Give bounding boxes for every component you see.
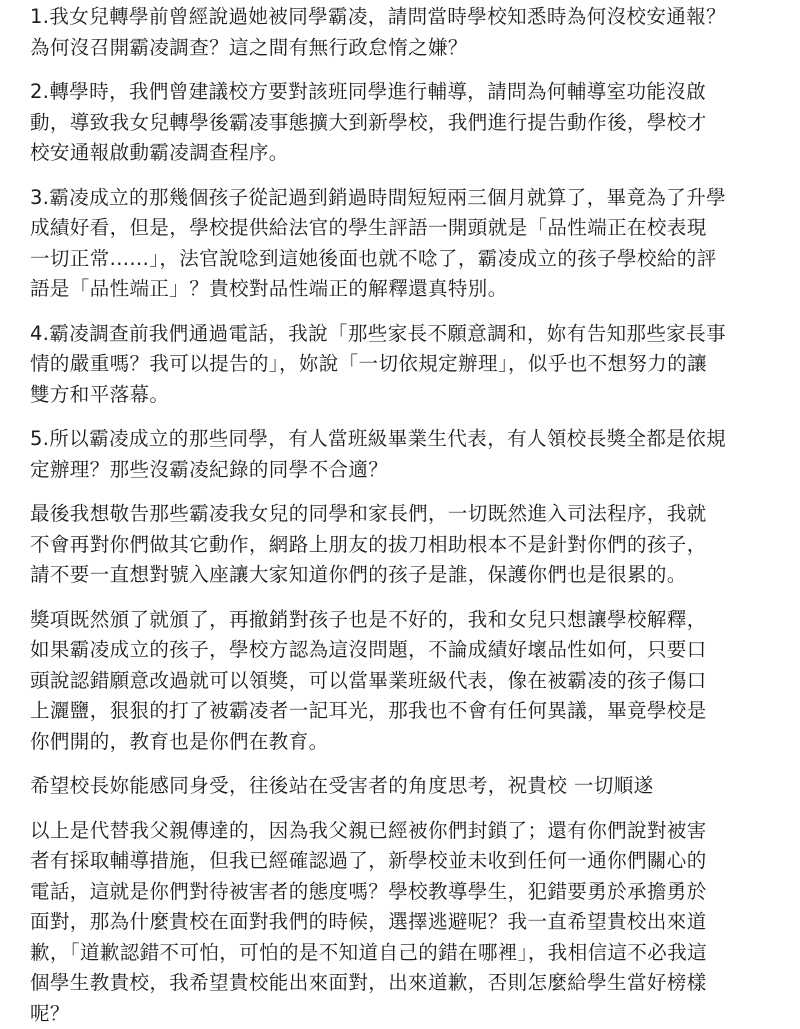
text-line: 呢？ — [30, 999, 790, 1029]
text-line: 語是「品性端正」？貴校對品性端正的解釋還真特別。 — [30, 274, 790, 305]
text-line: 獎項既然頒了就頒了，再撤銷對孩子也是不好的，我和女兒只想讓學校解釋， — [30, 605, 790, 636]
text-line: 面對，那為什麼貴校在面對我們的時候，選擇逃避呢？我一直希望貴校出來道 — [30, 907, 790, 938]
text-line: 歉，「道歉認錯不可怕，可怕的是不知道自己的錯在哪裡」，我相信這不必我這 — [30, 938, 790, 969]
text-line: 2.轉學時，我們曾建議校方要對該班同學進行輔導，請問為何輔導室功能沒啟 — [30, 77, 790, 108]
text-line: 為何沒召開霸凌調查？這之間有無行政怠惰之嫌？ — [30, 33, 790, 64]
text-line: 以上是代替我父親傳達的，因為我父親已經被你們封鎖了；還有你們說對被害 — [30, 816, 790, 847]
text-line: 頭說認錯願意改過就可以領獎，可以當畢業班級代表，像在被霸凌的孩子傷口 — [30, 666, 790, 697]
paragraph-6 — [30, 499, 790, 591]
text-line: 動，導致我女兒轉學後霸凌事態擴大到新學校，我們進行提告動作後，學校才 — [30, 108, 790, 139]
text-line: 3.霸凌成立的那幾個孩子從記過到銷過時間短短兩三個月就算了，畢竟為了升學 — [30, 183, 790, 214]
paragraph-9 — [30, 816, 790, 1029]
paragraph-3 — [30, 183, 790, 305]
paragraph-5 — [30, 424, 790, 485]
paragraph-8 — [30, 771, 790, 802]
text-line: 雙方和平落幕。 — [30, 380, 790, 411]
paragraph-1 — [30, 2, 790, 63]
text-line: 校安通報啟動霸凌調查程序。 — [30, 138, 790, 169]
text-line: 希望校長妳能感同身受，往後站在受害者的角度思考，祝貴校 一切順遂 — [30, 771, 790, 802]
paragraph-4 — [30, 319, 790, 411]
text-line: 情的嚴重嗎？我可以提告的」，妳說「一切依規定辦理」，似乎也不想努力的讓 — [30, 349, 790, 380]
text-line: 個學生教貴校，我希望貴校能出來面對，出來道歉，否則怎麼給學生當好榜樣 — [30, 968, 790, 999]
text-line: 如果霸凌成立的孩子，學校方認為這沒問題，不論成績好壞品性如何，只要口 — [30, 635, 790, 666]
text-line: 最後我想敬告那些霸凌我女兒的同學和家長們，一切既然進入司法程序，我就 — [30, 499, 790, 530]
text-line: 成績好看，但是，學校提供給法官的學生評語一開頭就是「品性端正在校表現 — [30, 213, 790, 244]
text-line: 5.所以霸凌成立的那些同學，有人當班級畢業生代表，有人領校長獎全都是依規 — [30, 424, 790, 455]
text-line: 你們開的，教育也是你們在教育。 — [30, 727, 790, 758]
paragraph-2 — [30, 77, 790, 169]
text-line: 上灑鹽，狠狠的打了被霸凌者一記耳光，那我也不會有任何異議，畢竟學校是 — [30, 696, 790, 727]
paragraph-7 — [30, 605, 790, 758]
text-line: 者有採取輔導措施，但我已經確認過了，新學校並未收到任何一通你們關心的 — [30, 846, 790, 877]
text-line: 不會再對你們做其它動作，網路上朋友的拔刀相助根本不是針對你們的孩子， — [30, 530, 790, 561]
text-line: 4.霸凌調查前我們通過電話，我說「那些家長不願意調和，妳有告知那些家長事 — [30, 319, 790, 350]
text-line: 請不要一直想對號入座讓大家知道你們的孩子是誰，保護你們也是很累的。 — [30, 560, 790, 591]
text-line: 電話，這就是你們對待被害者的態度嗎？學校教導學生，犯錯要勇於承擔勇於 — [30, 877, 790, 908]
text-line: 一切正常......」，法官說唸到這她後面也就不唸了，霸凌成立的孩子學校給的評 — [30, 244, 790, 275]
text-line: 1.我女兒轉學前曾經說過她被同學霸凌，請問當時學校知悉時為何沒校安通報？ — [30, 2, 790, 33]
text-line: 定辦理？那些沒霸凌紀錄的同學不合適？ — [30, 455, 790, 486]
